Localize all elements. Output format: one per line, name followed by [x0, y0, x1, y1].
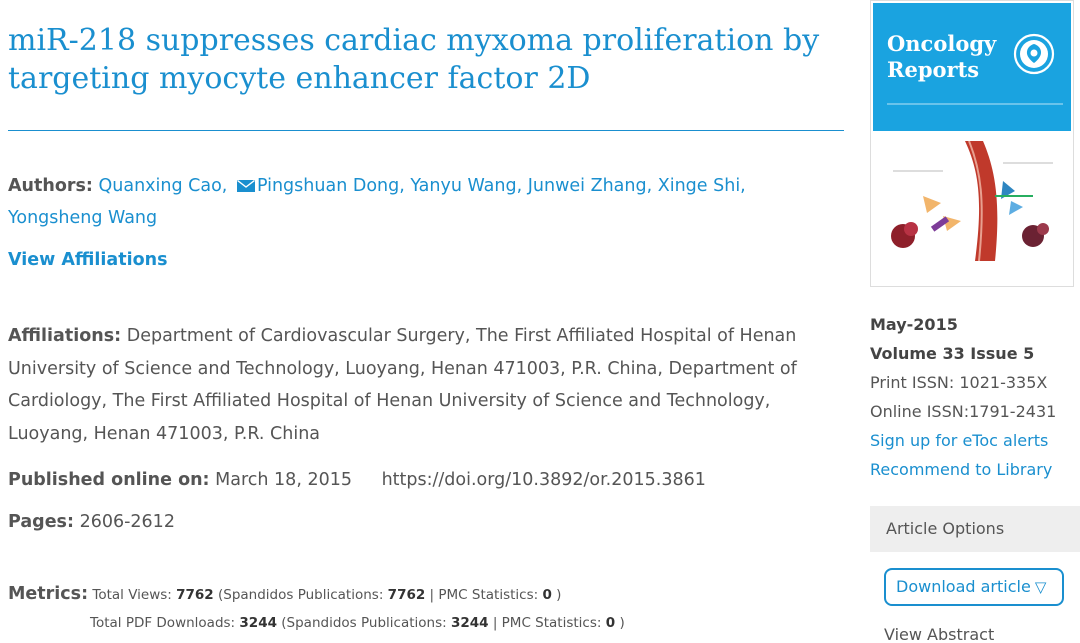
cover-illustration	[883, 141, 1063, 261]
pmc-pdf-label: | PMC Statistics:	[492, 615, 602, 631]
cover-subtitle-line	[887, 103, 1063, 105]
spandidos-views-value: 7762	[387, 587, 426, 603]
article-title: miR-218 suppresses cardiac myxoma proliferation by targeting myocyte enhancer factor 2D	[8, 23, 820, 96]
author-link-6[interactable]: Yongsheng Wang	[8, 208, 158, 228]
author-link-4[interactable]: Junwei Zhang,	[527, 176, 653, 196]
volume-issue[interactable]: Volume 33 Issue 5	[870, 344, 1035, 363]
total-views-value: 7762	[176, 587, 214, 603]
triangle-down-icon: ▽	[1034, 578, 1047, 596]
pages-value: 2606-2612	[79, 512, 175, 532]
authors-block	[8, 170, 838, 234]
affiliations-block	[8, 320, 838, 450]
view-abstract-link[interactable]: View Abstract	[884, 625, 995, 643]
spandidos-pdf-label: (Spandidos Publications:	[281, 615, 447, 631]
spandidos-pdf-value: 3244	[450, 615, 489, 631]
issue-date: May-2015	[870, 315, 958, 334]
pages-line	[8, 508, 175, 536]
issue-info	[870, 310, 1056, 484]
pdf-downloads-label: Total PDF Downloads:	[90, 615, 236, 631]
article-options-header: Article Options	[870, 506, 1080, 552]
metrics-views-row	[8, 580, 625, 609]
journal-logo-icon	[1013, 33, 1055, 75]
download-article-label: Download article	[896, 577, 1031, 596]
cover-title-line2: Reports	[887, 57, 980, 82]
view-affiliations-link[interactable]: View Affiliations	[8, 250, 168, 270]
author-link-1[interactable]: Quanxing Cao,	[98, 176, 228, 196]
affiliations-text: Department of Cardiovascular Surgery, The First Affiliated Hospital of Henan University of Science and Technology, Luoyang, Henan 471003, P.R. China, Department of Cardiology, The First Affiliated Hospital of Henan University of Science and Technology, Luoyang, Henan 471003, P.R. China	[8, 326, 797, 444]
total-views-label: Total Views:	[92, 587, 172, 603]
metrics-pdf-row	[8, 609, 625, 637]
pages-label: Pages:	[8, 512, 74, 532]
metrics-label: Metrics:	[8, 584, 89, 604]
author-link-3[interactable]: Yanyu Wang,	[410, 176, 523, 196]
title-divider	[8, 130, 844, 131]
published-date: March 18, 2015	[215, 470, 352, 490]
recommend-library-link[interactable]: Recommend to Library	[870, 460, 1053, 479]
download-article-button[interactable]	[884, 568, 1064, 606]
journal-cover[interactable]	[870, 0, 1074, 287]
etoc-alerts-link[interactable]: Sign up for eToc alerts	[870, 431, 1049, 450]
authors-label: Authors:	[8, 176, 93, 196]
metrics-block	[8, 580, 625, 637]
author-link-5[interactable]: Xinge Shi,	[657, 176, 746, 196]
pmc-pdf-value: 0	[605, 615, 616, 631]
cover-title	[887, 31, 996, 83]
affiliations-label: Affiliations:	[8, 326, 122, 346]
cover-title-line1: Oncology	[887, 31, 997, 56]
pmc-views-value: 0	[542, 587, 552, 603]
doi-link[interactable]: https://doi.org/10.3892/or.2015.3861	[381, 470, 706, 490]
online-issn: Online ISSN:1791-2431	[870, 402, 1057, 421]
author-link-2[interactable]: Pingshuan Dong,	[256, 176, 405, 196]
cover-banner	[873, 3, 1071, 131]
spandidos-label: (Spandidos Publications:	[218, 587, 384, 603]
pmc-label: | PMC Statistics:	[429, 587, 539, 603]
close-paren-2: )	[619, 615, 625, 631]
close-paren: )	[556, 587, 562, 603]
published-line	[8, 466, 706, 494]
mail-icon[interactable]	[237, 180, 255, 192]
pdf-downloads-value: 3244	[239, 615, 277, 631]
print-issn: Print ISSN: 1021-335X	[870, 373, 1048, 392]
published-label: Published online on:	[8, 470, 210, 490]
